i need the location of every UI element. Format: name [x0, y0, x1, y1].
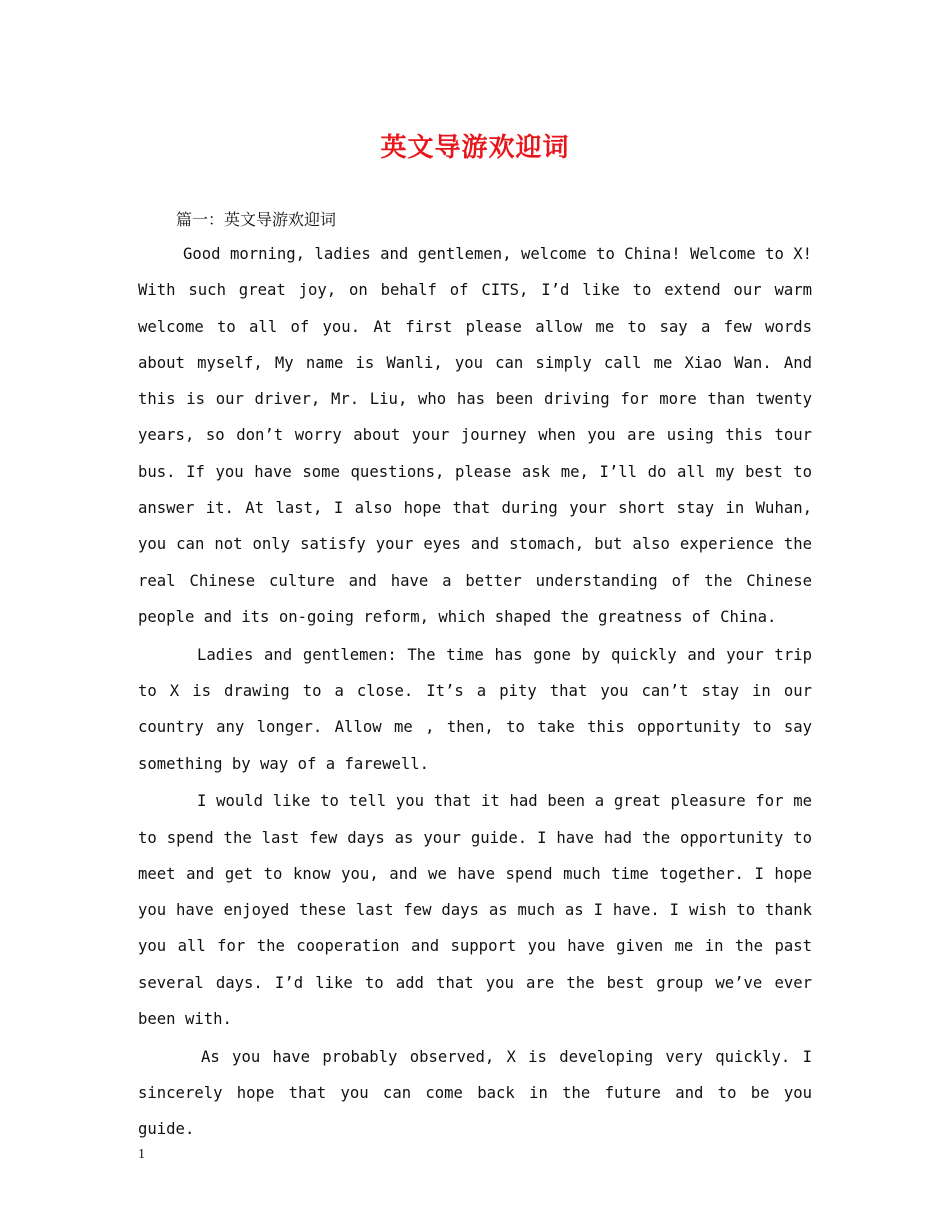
paragraph-thanks: I would like to tell you that it had been a great pleasure for me to spend the last few days as your guide. I have had the opportunity to meet and get to know you, and we have spend much time together. I hope you have enjoyed these last few days as much as I have. I wish to thank you all for the cooperation and support you have given me in the past several days. I’d like to add that you are the best group we’ve ever been with.: [138, 792, 812, 1029]
paragraph-welcome: Good morning, ladies and gentlemen, welcome to China! Welcome to X! With such great joy, on behalf of CITS, I’d like to extend our warm welcome to all of you. At first please allow me to say a few words about myself, My name is Wanli, you can simply call me Xiao Wan. And this is our driver, Mr. Liu, who has been driving for more than twenty years, so don’t worry about your journey when you are using this tour bus. If you have some questions, please ask me, I’ll do all my best to answer it. At last, I also hope that during your short stay in Wuhan, you can not only satisfy your eyes and stomach, but also experience the real Chinese culture and have a better understanding of the Chinese people and its on-going reform, which shaped the greatness of China.: [138, 245, 813, 626]
paragraph-closing: As you have probably observed, X is developing very quickly. I sincerely hope that you can come back in the future and to be you guide.: [138, 1047, 812, 1139]
document-body: [138, 236, 812, 1149]
document-title: 英文导游欢迎词: [380, 133, 570, 163]
page-number: 1: [138, 1147, 145, 1162]
paragraph-farewell-intro: Ladies and gentlemen: The time has gone by quickly and your trip to X is drawing to a close. It’s a pity that you can’t stay in our country any longer. Allow me , then, to take this opportunity to say something by way of a farewell.: [138, 645, 812, 773]
section-heading: 篇一：英文导游欢迎词: [176, 210, 337, 229]
